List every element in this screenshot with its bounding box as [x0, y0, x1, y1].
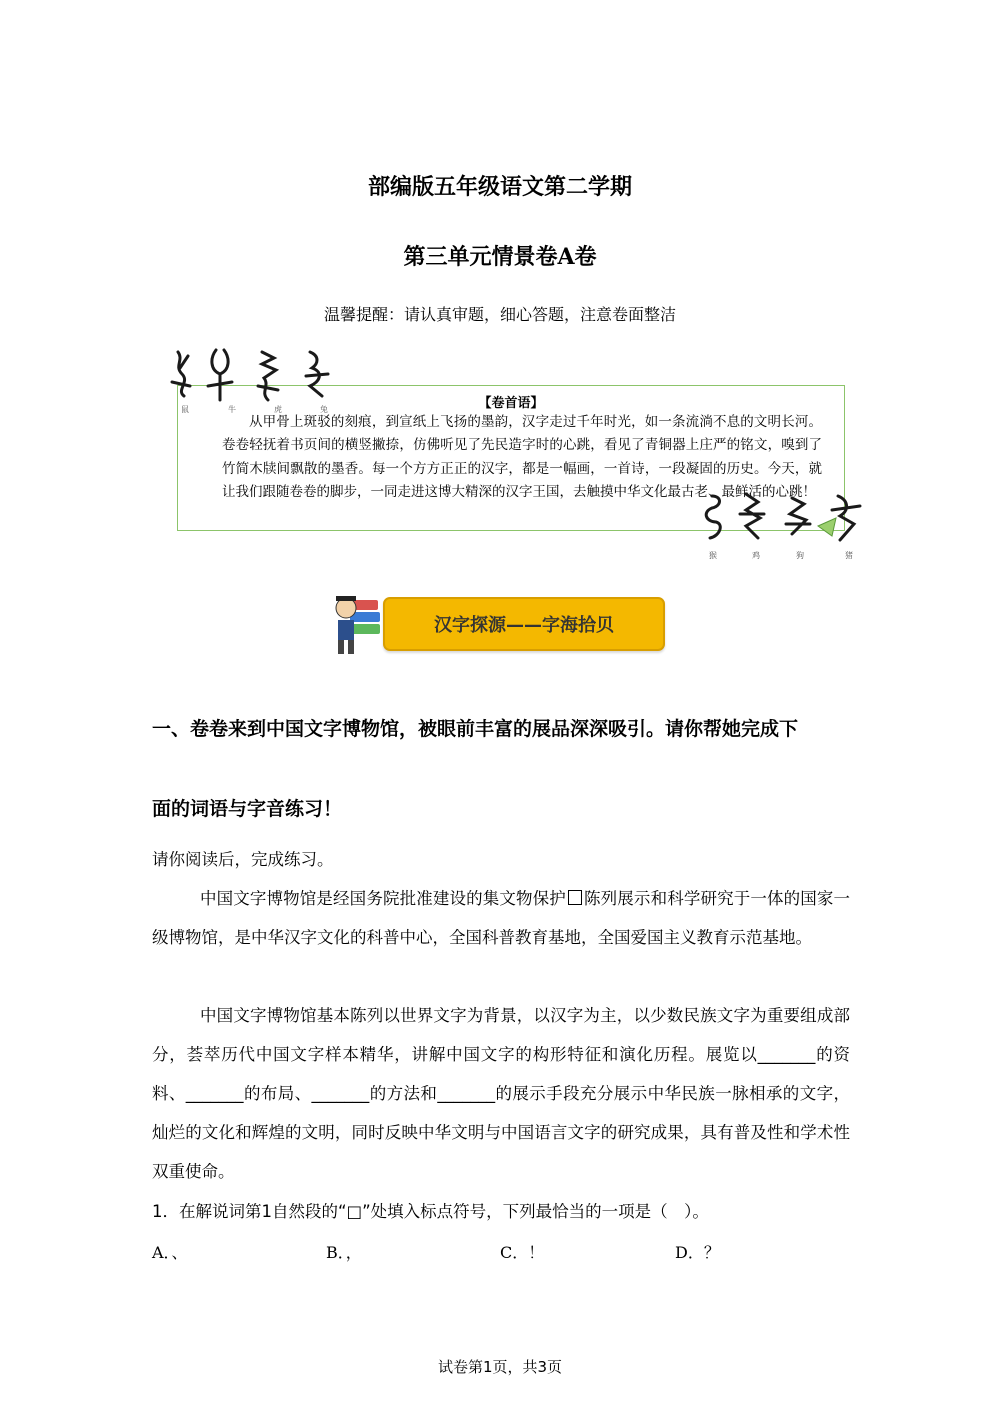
question-1-heading-line-2: 面的词语与字音练习！ — [152, 798, 343, 820]
preface-text: 从甲骨上斑驳的刻痕，到宣纸上飞扬的墨韵，汉字走过千年时光，如一条流淌不息的文明长河。卷卷轻抚着书页间的横竖撇捺，仿佛听见了先民造字时的心跳，看见了青铜器上庄严的铭文，嗅到了竹简木牍间飘散的墨香。每一个方方正正的汉字，都是一幅画，一首诗，一段凝固的历史。今天，就让我们跟随卷卷的脚步，一同走进这博大精深的汉字王国，去触摸中华文化最古老、最鲜活的心跳！ — [222, 414, 822, 500]
title-line-1: 部编版五年级语文第二学期 — [367, 174, 632, 200]
blank-box-mark — [568, 890, 582, 905]
zodiac-label-bottom-2: 鸡 — [752, 551, 760, 560]
passage-paragraph-1 — [152, 879, 850, 957]
zodiac-label-bottom-1: 猴 — [709, 551, 717, 560]
zodiac-label-bottom-4: 猪 — [845, 551, 853, 560]
zodiac-label-bottom-3: 狗 — [796, 551, 804, 560]
zodiac-label-top-3: 虎 — [274, 405, 282, 414]
mascot-icon — [330, 592, 382, 658]
passage-paragraph-2: 中国文字博物馆基本陈列以世界文字为背景，以汉字为主，以少数民族文字为重要组成部分，荟萃历代中国文字样本精华，讲解中国文字的构形特征和演化历程。展览以_______的资料、_______的布局、_______的方法和_______的展示手段充分展示中华民族一脉相承的文字，灿烂的文化和辉煌的文明，同时反映中华文明与中国语言文字的研究成果，具有普及性和学术性双重使命。 — [152, 1006, 850, 1181]
section-banner: 汉字探源——字海拾贝 — [383, 597, 665, 651]
sub-question-1: 1．在解说词第1自然段的“□”处填入标点符号，下列最恰当的一项是（ ）。 — [152, 1202, 709, 1221]
zodiac-label-top-1: 鼠 — [181, 405, 189, 414]
zodiac-label-top-2: 牛 — [228, 405, 236, 414]
oracle-glyphs-bottom — [700, 490, 870, 546]
preface-title: 【卷首语】 — [478, 396, 544, 411]
question-1-heading-line-1: 一、卷卷来到中国文字博物馆，被眼前丰富的展品深深吸引。请你帮她完成下 — [152, 718, 799, 740]
passage-paragraph-1-end: 陈列展示和科学研究于一体的国家一级博物馆，是中华汉字文化的科普中心，全国科普教育基地，全国爱国主义教育示范基地。 — [152, 889, 851, 947]
passage-paragraph-1-start: 中国文字博物馆是经国务院批准建设的集文物保护 — [200, 889, 566, 908]
option-b: B．， — [326, 1243, 362, 1262]
reminder-text: 温馨提醒：请认真审题，细心答题，注意卷面整洁 — [323, 305, 676, 324]
option-d: D．？ — [675, 1243, 720, 1262]
page-footer: 试卷第1页，共3页 — [437, 1358, 563, 1376]
oracle-glyphs-bottom-icon — [700, 490, 870, 546]
option-c: C．！ — [500, 1243, 545, 1262]
instruction-text: 请你阅读后，完成练习。 — [152, 850, 334, 869]
zodiac-label-top-4: 兔 — [320, 405, 328, 414]
title-line-2: 第三单元情景卷A卷 — [403, 244, 597, 270]
option-a: A．、 — [152, 1243, 188, 1262]
